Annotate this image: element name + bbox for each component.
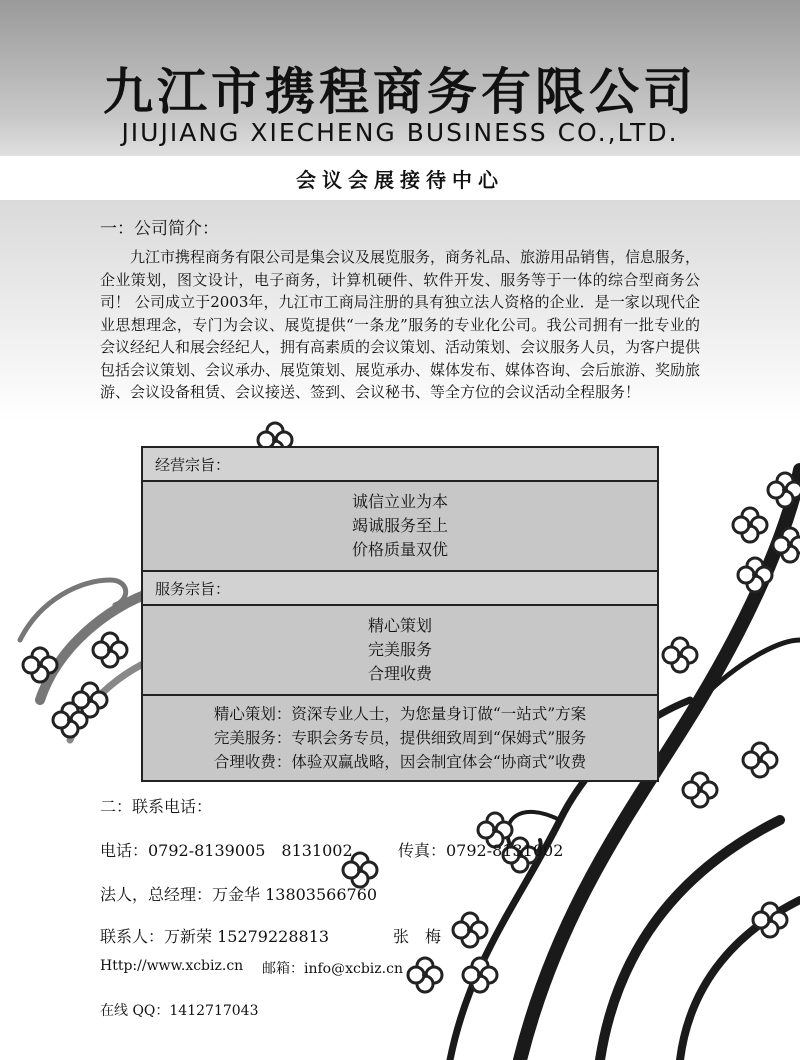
- intro-heading: 一：公司简介：: [100, 219, 219, 239]
- contact-heading: 二：联系电话：: [100, 797, 213, 816]
- detail-line: 完美服务：专职会务专员，提供细致周到“保姆式”服务: [213, 729, 587, 747]
- detail-line: 合理收费：体验双赢战略，因会制宜体会“协商式”收费: [213, 753, 587, 771]
- business-line: 诚信立业为本: [351, 492, 448, 511]
- phone-text: 电话：0792-8139005 8131002: [100, 841, 353, 860]
- service-details: [143, 696, 657, 780]
- service-line: 完美服务: [367, 640, 432, 659]
- business-purpose-body: [143, 482, 657, 572]
- intro-paragraph: 九江市携程商务有限公司是集会议及展览服务，商务礼品、旅游用品销售，信息服务，企业策划，图文设计，电子商务，计算机硬件、软件开发、服务等于一体的综合型商务公司！ 公司成立于2003年，九江市工商局注册的具有独立法人资格的企业．是一家以现代企业思想理念，专门为会议、展览提供“一条龙”服务的专业化公司。我公司拥有一批专业的会议经纪人和展会经纪人，拥有高素质的会议策划、活动策划、会议服务人员，为客户提供包括会议策划、会议承办、展览策划、展览承办、媒体发布、媒体咨询、会后旅游、奖励旅游、会议设备租赁、会议接送、签到、会议秘书、等全方位的会议活动全程服务！: [100, 248, 701, 401]
- service-line: 合理收费: [367, 664, 432, 683]
- website-link[interactable]: Http://www.xcbiz.cn: [100, 958, 244, 974]
- service-purpose-body: [143, 606, 657, 696]
- legal-representative: 法人，总经理：万金华 13803566760: [100, 885, 378, 904]
- company-name-cn: 九江市携程商务有限公司: [103, 62, 697, 121]
- email-link[interactable]: 邮箱：info@xcbiz.cn: [262, 961, 403, 977]
- qq-contact: 在线 QQ：1412717043: [100, 1003, 259, 1019]
- contact-person-2: 张 梅: [393, 927, 442, 946]
- service-line: 精心策划: [367, 616, 432, 635]
- subtitle: 会议会展接待中心: [296, 168, 504, 192]
- company-name-en: JIUJIANG XIECHENG BUSINESS CO.,LTD.: [121, 118, 679, 147]
- detail-line: 精心策划：资深专业人士，为您量身订做“一站式”方案: [213, 705, 587, 723]
- business-line: 竭诚服务至上: [351, 516, 448, 535]
- service-purpose-heading: 服务宗旨：: [143, 572, 657, 606]
- intro-section: [100, 246, 700, 404]
- business-line: 价格质量双优: [351, 540, 448, 559]
- business-purpose-heading: 经营宗旨：: [143, 448, 657, 482]
- contact-person: 联系人：万新荣 15279228813: [100, 927, 330, 946]
- fax-text: 传真：0792-8131002: [398, 841, 564, 860]
- mission-table: [141, 446, 659, 782]
